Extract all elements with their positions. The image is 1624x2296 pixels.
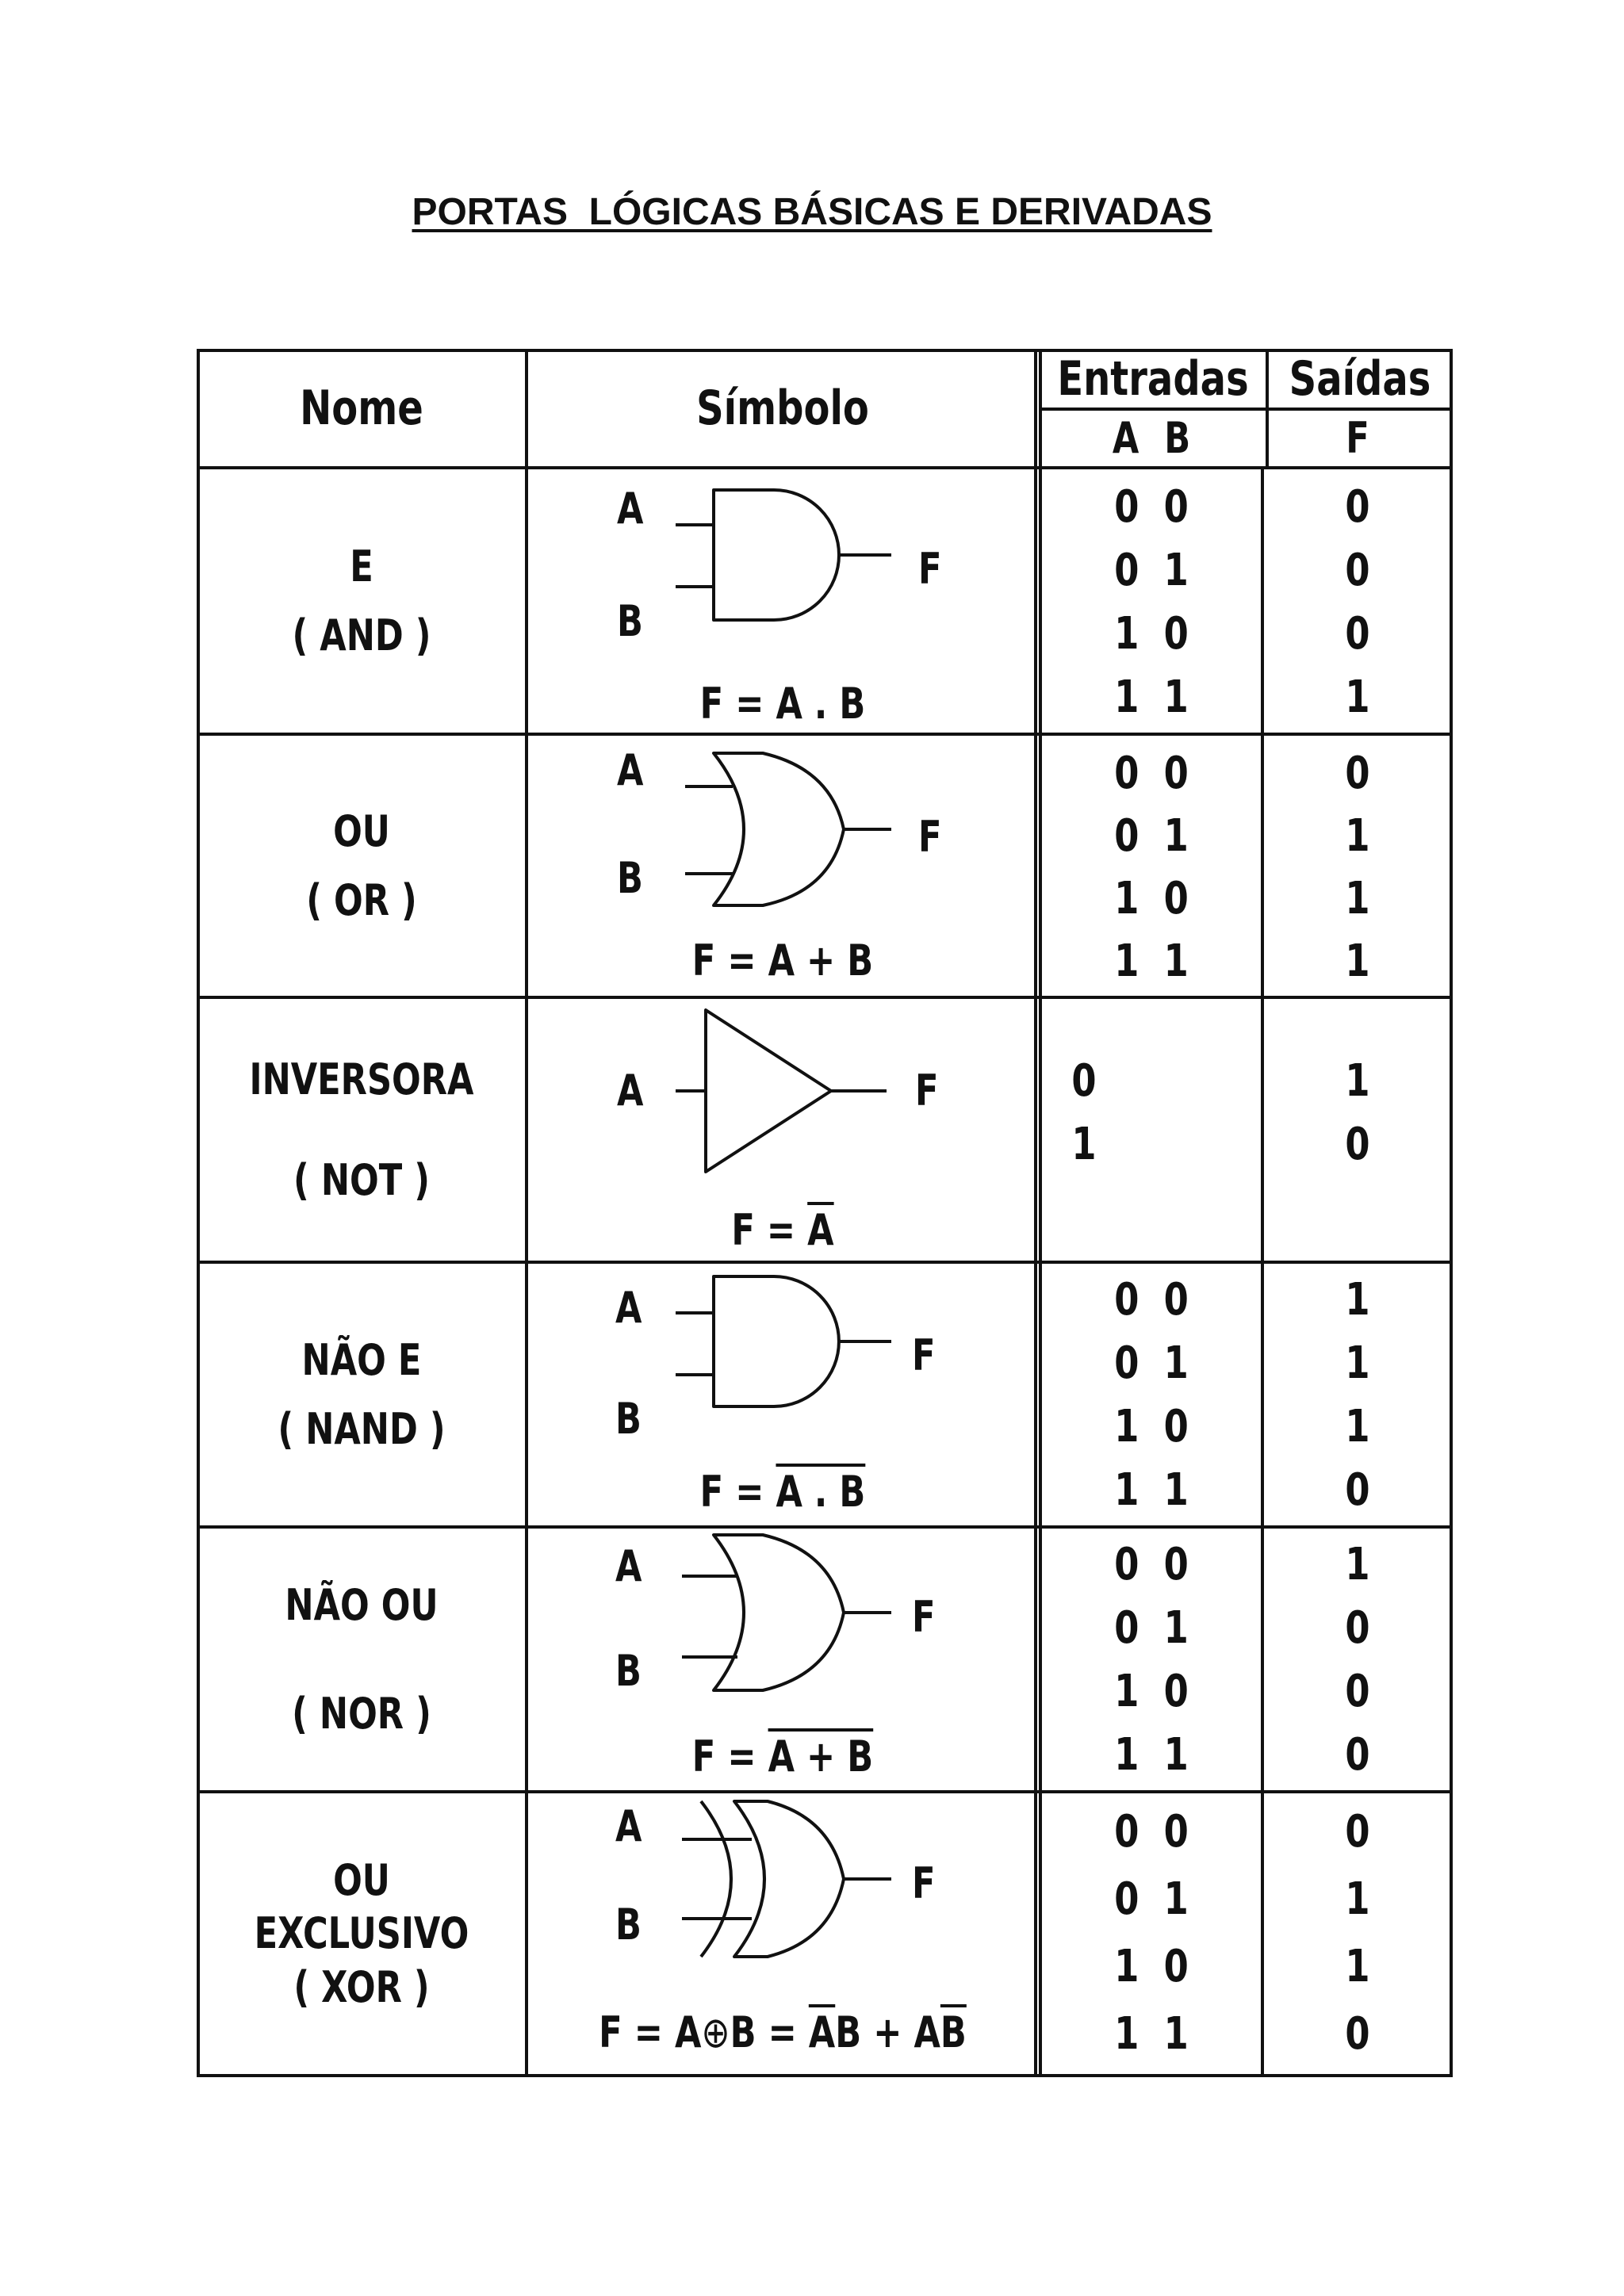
truth-input-row: 0 0	[1114, 1274, 1189, 1326]
gate-formula	[578, 1467, 988, 1517]
truth-inputs	[1049, 1050, 1119, 1177]
truth-inputs	[1063, 1269, 1240, 1522]
gate-name	[230, 1792, 494, 2076]
truth-input-row: 0 1	[1114, 1337, 1189, 1390]
gate-input-label-a: A	[617, 1066, 644, 1115]
gate-output-label-f: F	[918, 812, 942, 862]
gate-input-label-a: A	[615, 1801, 642, 1851]
truth-input-row: 1 1	[1114, 1729, 1189, 1781]
truth-output-row: 1	[1345, 672, 1370, 724]
truth-output-row: 0	[1345, 1729, 1370, 1781]
truth-output-row: 0	[1345, 481, 1370, 534]
gate-name-line: ( OR )	[306, 875, 417, 925]
gate-name-line: INVERSORA	[249, 1054, 474, 1104]
truth-output-row: 0	[1345, 2007, 1370, 2060]
gate-formula-overlined: A . B	[776, 1467, 866, 1517]
header-input-b: B	[1164, 413, 1191, 464]
truth-input-row: 0 1	[1114, 1602, 1189, 1655]
gate-name-line: ( NOR )	[292, 1689, 431, 1739]
header-symbol: Símbolo	[696, 381, 869, 436]
header-inputs-ab	[1063, 409, 1240, 468]
truth-input-row: 1 1	[1114, 2007, 1189, 2060]
gate-input-label-a: A	[617, 745, 644, 795]
truth-input-row: 1 1	[1114, 672, 1189, 724]
gate-formula-overlined: A + B	[768, 1732, 874, 1781]
header-outputs: Saídas	[1289, 351, 1431, 407]
gate-input-label-a: A	[615, 1541, 642, 1591]
truth-output-row: 0	[1345, 1119, 1370, 1171]
gate-formula: F = A + B	[691, 936, 874, 985]
truth-output-row: 0	[1345, 608, 1370, 660]
gate-formula-overlined: $\overline{B}$	[940, 2007, 967, 2057]
truth-inputs	[1063, 1533, 1240, 1787]
truth-input-row: 0 0	[1114, 1805, 1189, 1858]
gate-formula-part: B + A	[835, 2007, 940, 2057]
truth-output-row: 0	[1345, 545, 1370, 597]
truth-input-row: 1 0	[1114, 608, 1189, 660]
truth-output-row: 0	[1345, 1464, 1370, 1517]
truth-output-row: 1	[1345, 1337, 1370, 1390]
gate-output-label-f: F	[912, 1592, 936, 1642]
gate-name-line: ( XOR )	[293, 1961, 430, 2012]
gate-input-label-b: B	[617, 853, 643, 903]
truth-input-row: 0	[1071, 1055, 1097, 1108]
gate-name-line: ( NOT )	[293, 1155, 430, 1205]
page-title: PORTAS LÓGICAS BÁSICAS E DERIVADAS	[412, 191, 1212, 233]
truth-input-row: 0 0	[1114, 1539, 1189, 1591]
truth-output-row: 0	[1345, 747, 1370, 799]
truth-outputs	[1281, 1798, 1434, 2068]
truth-input-row: 1 1	[1114, 935, 1189, 987]
gate-output-label-f: F	[912, 1858, 936, 1908]
gate-name	[230, 734, 494, 997]
truth-input-row: 1 1	[1114, 1464, 1189, 1517]
truth-outputs	[1281, 476, 1434, 729]
truth-input-row: 0 1	[1114, 809, 1189, 862]
gate-name-line: EXCLUSIVO	[254, 1908, 469, 1959]
gate-formula-prefix: F =	[691, 1732, 768, 1781]
truth-outputs	[1281, 742, 1434, 993]
truth-output-row: 0	[1345, 1666, 1370, 1718]
gate-name-line: E	[350, 541, 373, 591]
gate-formula: F = A . B	[699, 679, 866, 729]
gate-formula-part: F = A	[599, 2007, 702, 2057]
gate-name	[230, 997, 494, 1262]
gate-formula-overlined: $\overline{A}$	[808, 2007, 836, 2057]
truth-output-row: 1	[1345, 935, 1370, 987]
gate-formula	[578, 2007, 988, 2057]
gate-formula	[578, 1205, 988, 1255]
gate-formula-prefix: F =	[699, 1467, 776, 1517]
truth-output-row: 1	[1345, 1873, 1370, 1925]
truth-output-row: 0	[1345, 1602, 1370, 1655]
gate-input-label-b: B	[615, 1900, 642, 1950]
gate-input-label-b: B	[615, 1646, 642, 1696]
header-name: Nome	[300, 381, 423, 436]
truth-outputs	[1281, 1269, 1434, 1522]
truth-outputs	[1281, 1050, 1434, 1177]
xor-operator-icon: ⊕	[701, 2007, 730, 2057]
header-inputs: Entradas	[1057, 351, 1249, 407]
gate-name	[230, 1527, 494, 1792]
truth-input-row: 0 0	[1114, 747, 1189, 799]
gate-output-label-f: F	[918, 544, 942, 594]
truth-output-row: 1	[1345, 1055, 1370, 1108]
gate-formula-overlined: $\overline{A}$	[807, 1205, 834, 1255]
gate-output-label-f: F	[915, 1066, 939, 1115]
gate-input-label-a: A	[615, 1283, 642, 1333]
gate-input-label-b: B	[615, 1394, 642, 1444]
truth-input-row: 0 0	[1114, 481, 1189, 534]
truth-input-row: 1 0	[1114, 1940, 1189, 1992]
truth-input-row: 1	[1071, 1119, 1097, 1171]
gate-input-label-a: A	[617, 484, 644, 534]
truth-input-row: 0 1	[1114, 545, 1189, 597]
truth-output-row: 1	[1345, 1940, 1370, 1992]
gate-name-line: ( AND )	[292, 610, 431, 660]
truth-input-row: 1 0	[1114, 1401, 1189, 1453]
header-output-f: F	[1346, 413, 1369, 464]
truth-input-row: 1 0	[1114, 872, 1189, 924]
truth-inputs	[1063, 742, 1240, 993]
logic-gates-table	[197, 349, 1453, 2077]
gate-formula-prefix: F =	[731, 1205, 808, 1255]
truth-output-row: 1	[1345, 1274, 1370, 1326]
header-input-a: A	[1112, 413, 1139, 464]
gate-name-line: NÃO OU	[285, 1579, 439, 1630]
gate-name-line: OU	[333, 806, 390, 856]
truth-output-row: 1	[1345, 872, 1370, 924]
gate-name-line: NÃO E	[301, 1334, 422, 1385]
truth-input-row: 1 0	[1114, 1666, 1189, 1718]
truth-output-row: 1	[1345, 1401, 1370, 1453]
truth-output-row: 0	[1345, 1805, 1370, 1858]
truth-output-row: 1	[1345, 809, 1370, 862]
truth-input-row: 0 1	[1114, 1873, 1189, 1925]
gate-formula	[578, 1732, 988, 1781]
gate-input-label-b: B	[617, 596, 643, 646]
gate-output-label-f: F	[912, 1330, 936, 1380]
gate-name-line: OU	[333, 1854, 390, 1905]
gate-name-line: ( NAND )	[278, 1404, 446, 1454]
gate-name	[230, 468, 494, 734]
truth-inputs	[1063, 1798, 1240, 2068]
truth-outputs	[1281, 1533, 1434, 1787]
truth-output-row: 1	[1345, 1539, 1370, 1591]
gate-name	[230, 1262, 494, 1527]
truth-inputs	[1063, 476, 1240, 729]
gate-formula-part: B =	[730, 2007, 809, 2057]
